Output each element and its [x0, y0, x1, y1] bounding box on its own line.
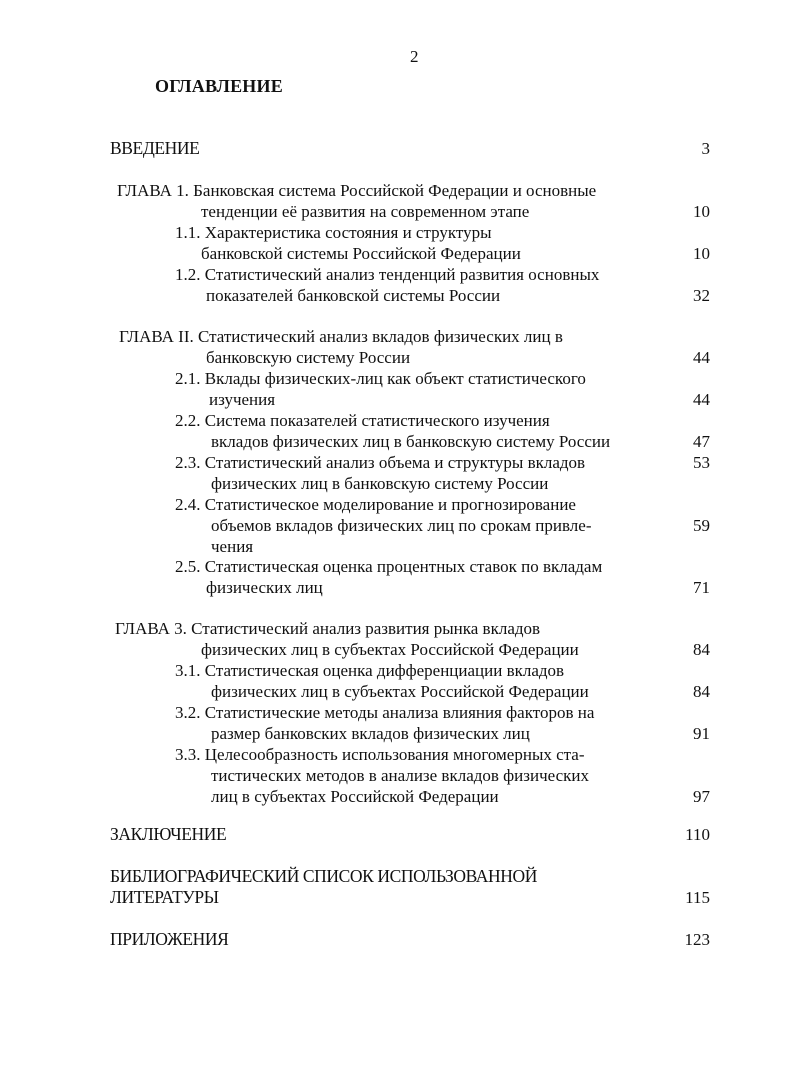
toc-page-appendices: 123: [684, 930, 710, 949]
toc-chapter-3-line-1: ГЛАВА 3. Статистический анализ развития рынка вкладов: [115, 619, 541, 638]
toc-chapter-1-line-1: ГЛАВА 1. Банковская система Российской Федерации и основные: [117, 181, 597, 200]
toc-section-2-5-line-1: 2.5. Статистическая оценка процентных ставок по вкладам: [175, 557, 603, 576]
toc-chapter-2-line-2: банковскую систему России: [206, 348, 411, 367]
toc-section-2-2-line-2: вкладов физических лиц в банковскую систему России: [211, 432, 611, 451]
toc-section-3-1-line-2: физических лиц в субъектах Российской Федерации: [211, 682, 589, 701]
toc-page-section-2-4: 59: [693, 516, 710, 535]
toc-entry-bibliography-line-2: ЛИТЕРАТУРЫ: [110, 887, 219, 907]
toc-section-2-1-line-2: изучения: [209, 390, 276, 409]
toc-section-3-1-line-1: 3.1. Статистическая оценка дифференциации вкладов: [175, 661, 565, 680]
toc-page-section-3-3: 97: [693, 787, 710, 806]
toc-section-3-3-line-1: 3.3. Целесообразность использования многомерных ста-: [175, 745, 585, 764]
toc-chapter-1-line-2: тенденции её развития на современном этапе: [201, 202, 530, 221]
toc-page-section-2-5: 71: [693, 578, 710, 597]
toc-page-bibliography: 115: [685, 888, 710, 907]
toc-section-2-5-line-2: физических лиц: [206, 578, 323, 597]
page-number: 2: [410, 47, 419, 66]
toc-entry-bibliography-line-1: БИБЛИОГРАФИЧЕСКИЙ СПИСОК ИСПОЛЬЗОВАННОЙ: [110, 866, 537, 886]
toc-entry-conclusion: ЗАКЛЮЧЕНИЕ: [110, 824, 227, 844]
toc-section-1-2-line-2: показателей банковской системы России: [206, 286, 501, 305]
toc-section-3-3-line-3: лиц в субъектах Российской Федерации: [211, 787, 499, 806]
toc-chapter-2-line-1: ГЛАВА II. Статистический анализ вкладов физических лиц в: [119, 327, 563, 346]
toc-entry-appendices: ПРИЛОЖЕНИЯ: [110, 929, 229, 949]
toc-page-section-2-3: 53: [693, 453, 710, 472]
toc-section-2-4-line-1: 2.4. Статистическое моделирование и прогнозирование: [175, 495, 576, 514]
toc-chapter-3-line-2: физических лиц в субъектах Российской Федерации: [201, 640, 579, 659]
toc-page-section-1-2: 32: [693, 286, 710, 305]
toc-page-chapter-3: 84: [693, 640, 710, 659]
toc-section-1-1-line-1: 1.1. Характеристика состояния и структуры: [175, 223, 492, 242]
toc-page-chapter-1: 10: [693, 202, 710, 221]
toc-page-section-2-1: 44: [693, 390, 710, 409]
toc-section-3-2-line-1: 3.2. Статистические методы анализа влияния факторов на: [175, 703, 595, 722]
toc-page-chapter-2: 44: [693, 348, 710, 367]
toc-section-2-4-line-2: объемов вкладов физических лиц по срокам привле-: [211, 516, 592, 535]
toc-page-section-3-2: 91: [693, 724, 710, 743]
toc-section-2-3-line-2: физических лиц в банковскую систему России: [211, 474, 549, 493]
toc-section-2-3-line-1: 2.3. Статистический анализ объема и структуры вкладов: [175, 453, 586, 472]
toc-page-intro: 3: [701, 139, 710, 158]
toc-section-3-3-line-2: тистических методов в анализе вкладов физических: [211, 766, 590, 785]
toc-section-2-4-line-3: чения: [211, 537, 254, 556]
toc-entry-intro: ВВЕДЕНИЕ: [110, 138, 200, 158]
toc-section-2-1-line-1: 2.1. Вклады физических-лиц как объект статистического: [175, 369, 586, 388]
toc-page-conclusion: 110: [685, 825, 710, 844]
toc-section-1-2-line-1: 1.2. Статистический анализ тенденций развития основных: [175, 265, 600, 284]
toc-section-1-1-line-2: банковской системы Российской Федерации: [201, 244, 521, 263]
toc-page-section-2-2: 47: [693, 432, 710, 451]
toc-page-section-1-1: 10: [693, 244, 710, 263]
toc-section-3-2-line-2: размер банковских вкладов физических лиц: [211, 724, 530, 743]
toc-page-section-3-1: 84: [693, 682, 710, 701]
toc-title: ОГЛАВЛЕНИЕ: [155, 76, 283, 96]
toc-section-2-2-line-1: 2.2. Система показателей статистического изучения: [175, 411, 550, 430]
